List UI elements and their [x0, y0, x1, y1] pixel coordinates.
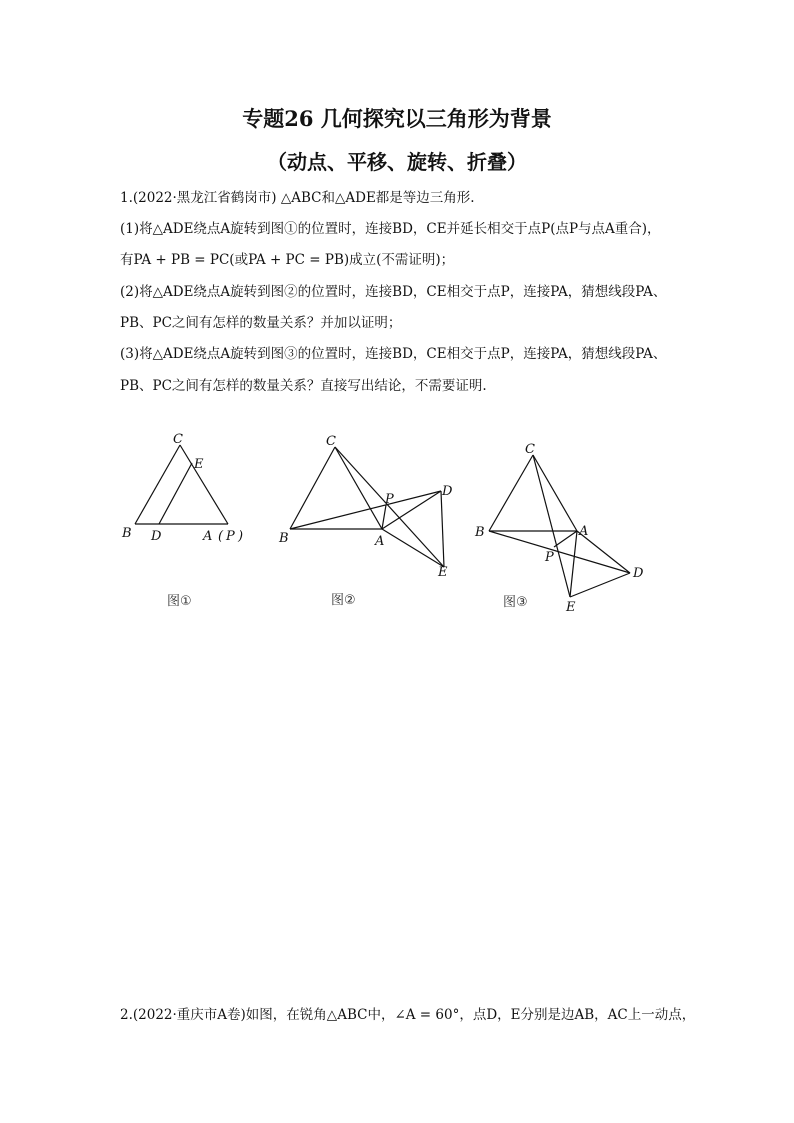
segment-CA [180, 445, 228, 524]
segment-CB [290, 447, 335, 529]
label-D: D [151, 529, 162, 544]
label-P: P [545, 550, 554, 565]
page-subtitle: （动点、平移、旋转、折叠） [267, 150, 527, 174]
label-A: A [375, 534, 385, 549]
question-1-part3-line2: PB、PC之间有怎样的数量关系？直接写出结论，不需要证明. [120, 378, 487, 394]
segment-CA [335, 447, 382, 529]
question-1-part3-line1: (3)将△ADE绕点A旋转到图③的位置时，连接BD，CE相交于点P，连接PA，猜想线段PA、 [120, 346, 667, 362]
figure-1-caption: 图① [167, 594, 192, 609]
figure-1 [115, 425, 265, 619]
segment-CE [533, 455, 570, 597]
segment-AE [570, 531, 577, 597]
segment-AE [382, 529, 444, 567]
figure-3 [470, 425, 670, 629]
figure-1-diagram [115, 425, 265, 615]
question-1-part2-line1: (2)将△ADE绕点A旋转到图②的位置时，连接BD，CE相交于点P，连接PA，猜想线段PA、 [120, 284, 667, 300]
figure-2-diagram [275, 425, 475, 615]
question-1-part1-line2: 有PA + PB = PC(或PA + PC = PB)成立(不需证明)； [120, 252, 455, 268]
label-C: C [326, 434, 336, 449]
label-A: A [579, 524, 589, 539]
label-A: A [203, 529, 213, 544]
figure-2 [275, 425, 475, 619]
segment-DE [441, 491, 444, 567]
page-title: 专题26 几何探究以三角形为背景 [242, 106, 552, 131]
question-1-stem: 1.(2022·黑龙江省鹤岗市) △ABC和△ADE都是等边三角形. [120, 190, 475, 206]
figure-3-diagram [470, 425, 670, 625]
question-1-part2-line2: PB、PC之间有怎样的数量关系？并加以证明； [120, 315, 402, 331]
label-D: D [442, 484, 453, 499]
label-B: B [475, 525, 485, 540]
label-E: E [566, 600, 576, 615]
label-E: E [194, 457, 204, 472]
segment-BD [489, 531, 630, 573]
segment-CB [489, 455, 533, 531]
label-C: C [173, 432, 183, 447]
segment-CB [135, 445, 180, 524]
label-B: B [122, 526, 132, 541]
figure-2-caption: 图② [331, 593, 356, 608]
segment-CA [533, 455, 577, 531]
segment-PA [382, 505, 386, 529]
paren-close: ) [238, 529, 244, 544]
segment-BD [290, 491, 441, 529]
segment-CE [335, 447, 444, 567]
label-E: E [438, 565, 448, 580]
label-P: P [226, 529, 235, 544]
paren-open: ( [218, 529, 224, 544]
segment-DE [570, 573, 630, 597]
segment-PA [554, 531, 577, 547]
label-D: D [633, 566, 644, 581]
label-P: P [385, 492, 394, 507]
question-2-stem: 2.(2022·重庆市A卷)如图，在锐角△ABC中，∠A = 60°，点D，E分别是边AB，AC上一动点， [120, 1007, 696, 1023]
label-C: C [525, 442, 535, 457]
figure-3-caption: 图③ [503, 595, 528, 610]
label-B: B [279, 531, 289, 546]
question-1-part1-line1: (1)将△ADE绕点A旋转到图①的位置时，连接BD，CE并延长相交于点P(点P与点A重合)， [120, 221, 661, 237]
